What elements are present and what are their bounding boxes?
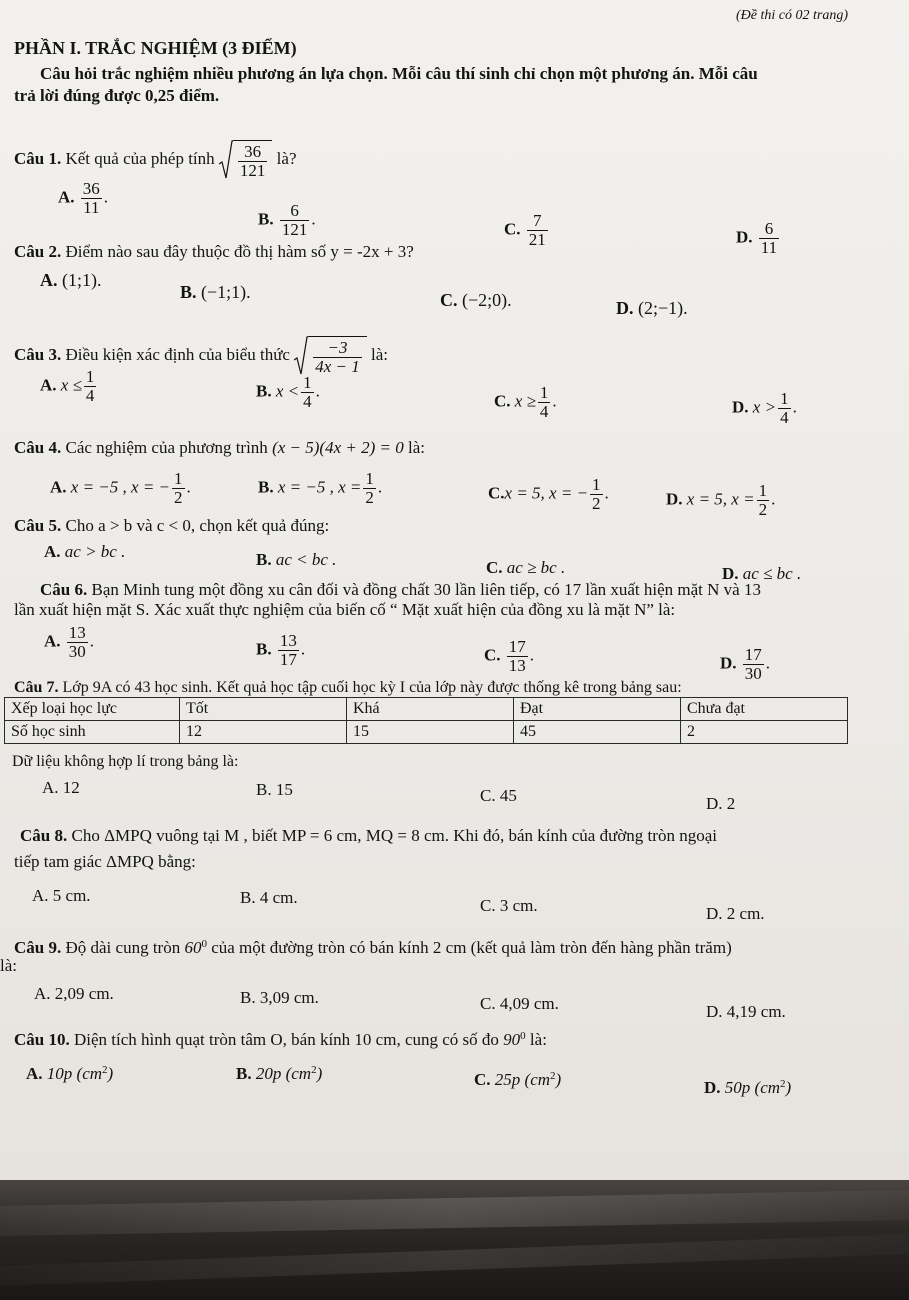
question-7-option-c[interactable]: C. 45 xyxy=(480,786,517,805)
question-9-option-d[interactable]: D. 4,19 cm. xyxy=(706,1002,786,1021)
table-cell: 2 xyxy=(681,721,848,744)
table-cell: 15 xyxy=(347,721,514,744)
table-cell: Tốt xyxy=(180,698,347,721)
grade-statistics-table xyxy=(4,697,848,744)
question-4-option-a[interactable]: A. x = −5 , x = − $\frac{1}{2}$ . xyxy=(50,469,191,507)
table-cell: Khá xyxy=(347,698,514,721)
table-row xyxy=(5,721,848,744)
question-6-option-d[interactable]: D. $\frac{17}{30}$ . xyxy=(720,645,771,683)
question-7-option-d[interactable]: D. 2 xyxy=(706,794,736,813)
question-9-stem-line-2: là: xyxy=(0,956,17,975)
page-count-note: (Đề thi có 02 trang) xyxy=(736,8,848,23)
question-9-option-a[interactable]: A. 2,09 cm. xyxy=(34,984,114,1003)
section-title: PHẦN I. TRẮC NGHIỆM (3 ĐIỂM) xyxy=(14,38,297,58)
question-1-option-a[interactable]: A. $\frac{36}{11}$ . xyxy=(58,179,109,217)
table-cell: Đạt xyxy=(514,698,681,721)
question-3-option-d[interactable]: D. x > $\frac{1}{4}$ . xyxy=(732,389,797,427)
question-6-stem-line-1: Câu 6. Bạn Minh tung một đồng xu cân đối và đồng chất 30 lần liên tiếp, có 17 lần xuất hiện mặt N và 13 xyxy=(40,580,761,599)
question-3-stem: Câu 3. Điều kiện xác định của biểu thức $\frac{-3}{4x - 1}$ là: xyxy=(14,338,388,376)
question-2-option-d[interactable]: D. (2;−1). xyxy=(616,298,688,318)
table-cell: Số học sinh xyxy=(5,721,180,744)
question-7-stem: Câu 7. Lớp 9A có 43 học sinh. Kết quả học tập cuối học kỳ I của lớp này được thống kê trong bảng sau: xyxy=(14,679,682,696)
question-2-option-a[interactable]: A. (1;1). xyxy=(40,270,102,290)
question-4-option-b[interactable]: B. x = −5 , x = $\frac{1}{2}$ . xyxy=(258,469,383,507)
question-5-option-c[interactable]: C. ac ≥ bc . xyxy=(486,558,566,577)
question-1-stem: Câu 1. Kết quả của phép tính $\frac{36}{121}$ là? xyxy=(14,142,297,180)
question-4-option-d[interactable]: D. x = 5, x = $\frac{1}{2}$ . xyxy=(666,481,776,519)
question-3-option-c[interactable]: C. x ≥ $\frac{1}{4}$ . xyxy=(494,383,557,421)
radical-sign-icon xyxy=(294,336,308,376)
question-7-prompt: Dữ liệu không hợp lí trong bảng là: xyxy=(12,753,239,770)
question-1-option-d[interactable]: D. $\frac{6}{11}$ xyxy=(736,219,778,257)
question-3-option-a[interactable]: A. x ≤ $\frac{1}{4}$ xyxy=(40,367,95,405)
dark-surface-below-paper xyxy=(0,1180,909,1300)
question-10-option-a[interactable]: A. 10p $(cm^2)$ xyxy=(26,1064,114,1083)
question-6-option-c[interactable]: C. $\frac{17}{13}$ . xyxy=(484,637,535,675)
question-3-option-b[interactable]: B. x < $\frac{1}{4}$ . xyxy=(256,373,320,411)
question-1-option-b[interactable]: B. $\frac{6}{121}$ . xyxy=(258,201,316,239)
table-cell: Xếp loại học lực xyxy=(5,698,180,721)
question-5-option-a[interactable]: A. ac > bc . xyxy=(44,542,126,561)
surface-highlight xyxy=(0,1234,909,1286)
question-8-option-a[interactable]: A. 5 cm. xyxy=(32,886,91,905)
table-cell: Chưa đạt xyxy=(681,698,848,721)
question-9-stem-line-1: Câu 9. Độ dài cung tròn $60^0$ của một đường tròn có bán kính 2 cm (kết quả làm tròn đến hàng phần trăm) xyxy=(14,938,732,957)
instructions-line-1: Câu hỏi trắc nghiệm nhiều phương án lựa chọn. Mỗi câu thí sinh chỉ chọn một phương án. Mỗi câu xyxy=(40,64,758,83)
question-10-option-c[interactable]: C. 25p $(cm^2)$ xyxy=(474,1070,562,1089)
question-6-stem-line-2: lần xuất hiện mặt S. Xác xuất thực nghiệm của biến cố “ Mặt xuất hiện của đồng xu là mặt N” là: xyxy=(14,600,676,619)
question-2-option-b[interactable]: B. (−1;1). xyxy=(180,282,251,302)
sqrt-expression: $\frac{36}{121}$ xyxy=(219,140,273,180)
question-5-option-d[interactable]: D. ac ≤ bc . xyxy=(722,564,802,583)
question-7-option-a[interactable]: A. 12 xyxy=(42,778,80,797)
question-10-option-b[interactable]: B. 20p $(cm^2)$ xyxy=(236,1064,323,1083)
question-6-option-b[interactable]: B. $\frac{13}{17}$ . xyxy=(256,631,306,669)
question-2-option-c[interactable]: C. (−2;0). xyxy=(440,290,512,310)
table-row xyxy=(5,698,848,721)
question-10-option-d[interactable]: D. 50p $(cm^2)$ xyxy=(704,1078,792,1097)
question-8-option-b[interactable]: B. 4 cm. xyxy=(240,888,298,907)
question-10-stem: Câu 10. Diện tích hình quạt tròn tâm O, bán kính 10 cm, cung có số đo $90^0$ là: xyxy=(14,1030,547,1049)
instructions-line-2: trả lời đúng được 0,25 điểm. xyxy=(14,86,220,105)
question-5-option-b[interactable]: B. ac < bc . xyxy=(256,550,337,569)
question-8-option-d[interactable]: D. 2 cm. xyxy=(706,904,765,923)
question-5-stem: Câu 5. Cho a > b và c < 0, chọn kết quả đúng: xyxy=(14,516,330,535)
table-cell: 12 xyxy=(180,721,347,744)
radical-sign-icon xyxy=(219,140,233,180)
question-7-option-b[interactable]: B. 15 xyxy=(256,780,293,799)
question-8-option-c[interactable]: C. 3 cm. xyxy=(480,896,538,915)
question-4-stem: Câu 4. Các nghiệm của phương trình (x − 5)(4x + 2) = 0 là: xyxy=(14,438,425,457)
table-cell: 45 xyxy=(514,721,681,744)
question-8-stem-line-2: tiếp tam giác ΔMPQ bằng: xyxy=(14,852,196,871)
question-6-option-a[interactable]: A. $\frac{13}{30}$ . xyxy=(44,623,95,661)
question-9-option-b[interactable]: B. 3,09 cm. xyxy=(240,988,319,1007)
question-9-option-c[interactable]: C. 4,09 cm. xyxy=(480,994,559,1013)
surface-highlight xyxy=(0,1190,909,1236)
question-4-option-c[interactable]: C.x = 5, x = − $\frac{1}{2}$ . xyxy=(488,475,609,513)
question-1-option-c[interactable]: C. $\frac{7}{21}$ xyxy=(504,211,546,249)
question-8-stem-line-1: Câu 8. Cho ΔMPQ vuông tại M , biết MP = 6 cm, MQ = 8 cm. Khi đó, bán kính của đường tròn ngoại xyxy=(20,826,717,845)
sqrt-expression: $\frac{-3}{4x - 1}$ xyxy=(294,336,367,376)
question-2-stem: Câu 2. Điểm nào sau đây thuộc đồ thị hàm số y = -2x + 3? xyxy=(14,242,414,261)
